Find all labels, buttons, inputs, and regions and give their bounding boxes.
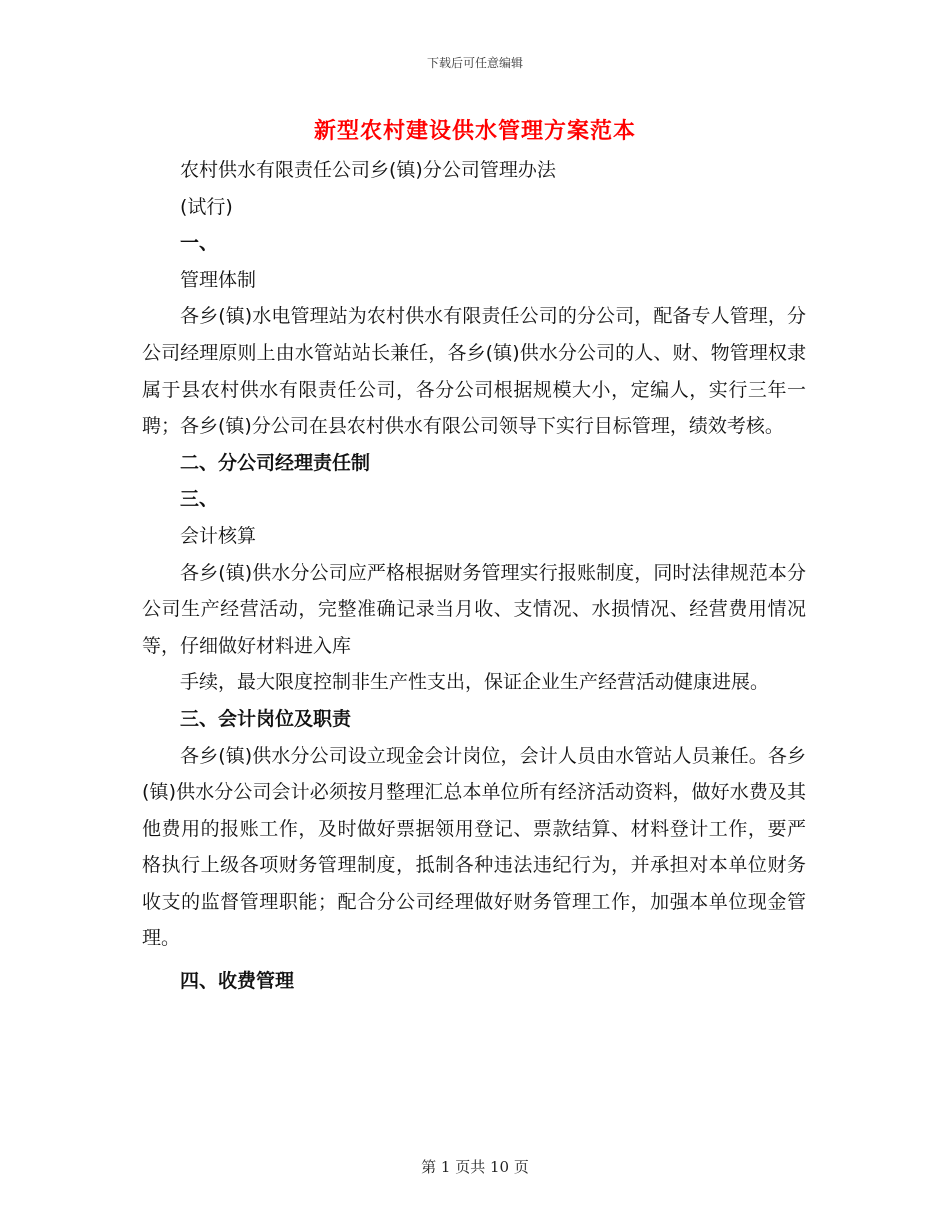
subtitle-line: 农村供水有限责任公司乡(镇)分公司管理办法	[180, 159, 556, 181]
paragraph-management: 各乡(镇)水电管理站为农村供水有限责任公司的分公司，配备专人管理，分公司经理原则上由水管站站长兼任，各乡(镇)供水分公司的人、财、物管理权隶属于县农村供水有限责任公司，各分公司根据规模大小，定编人，实行三年一聘；各乡(镇)分公司在县农村供水有限公司领导下实行目标管理，绩效考核。	[142, 305, 806, 438]
heading-accounting-positions: 三、会计岗位及职责	[180, 707, 352, 730]
section-one-number: 一、	[180, 232, 219, 255]
section-management-system: 管理体制	[180, 268, 257, 291]
heading-fee-management: 四、收费管理	[180, 970, 295, 993]
trial-note: (试行)	[180, 195, 233, 218]
header-note: 下载后可任意编辑	[426, 56, 523, 70]
paragraph-accounting-positions: 各乡(镇)供水分公司设立现金会计岗位，会计人员由水管站人员兼任。各乡(镇)供水分公司会计必须按月整理汇总本单位所有经济活动资料，做好水费及其他费用的报账工作，及时做好票据领用登记、票款结算、材料登计工作，要严格执行上级各项财务管理制度，抵制各种违法违纪行为，并承担对本单位财务收支的监督管理职能；配合分公司经理做好财务管理工作，加强本单位现金管理。	[142, 744, 806, 950]
paragraph-accounting-cont: 手续，最大限度控制非生产性支出，保证企业生产经营活动健康进展。	[180, 671, 770, 694]
document-body	[142, 152, 806, 1000]
page-footer: 第 1 页共 10 页	[421, 1158, 529, 1176]
section-three-number: 三、	[180, 488, 219, 511]
section-accounting: 会计核算	[180, 524, 257, 547]
paragraph-accounting: 各乡(镇)供水分公司应严格根据财务管理实行报账制度，同时法律规范本分公司生产经营活动，完整准确记录当月收、支情况、水损情况、经营费用情况等，仔细做好材料进入库	[142, 561, 806, 657]
document-title: 新型农村建设供水管理方案范本	[313, 119, 636, 144]
heading-manager-responsibility: 二、分公司经理责任制	[180, 451, 371, 474]
